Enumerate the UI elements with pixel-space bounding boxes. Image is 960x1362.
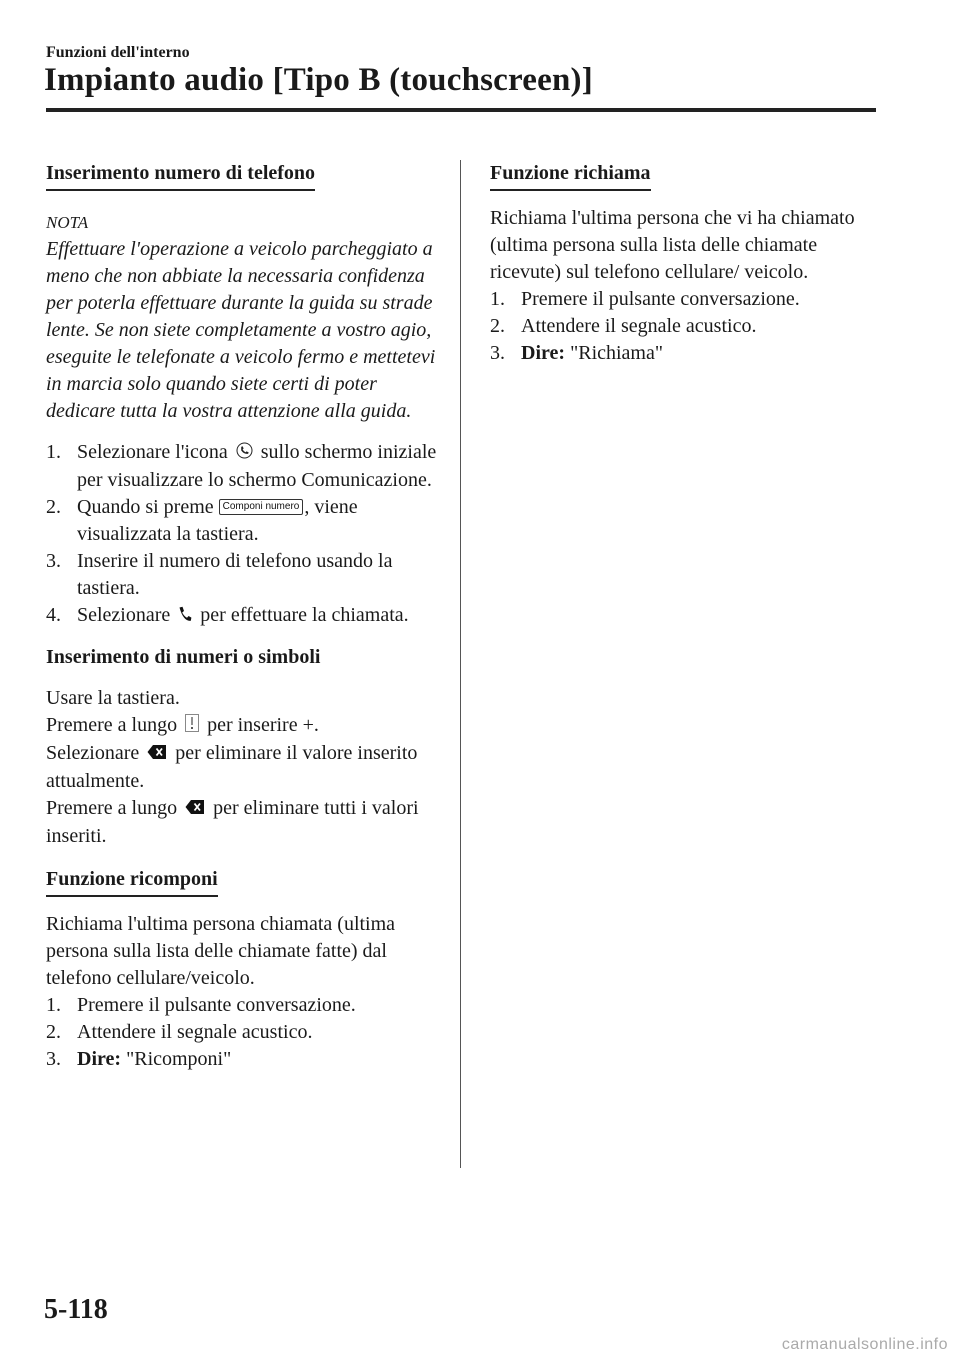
heading-redial: Funzione ricomponi	[46, 866, 218, 897]
step-item: 3. Inserire il numero di telefono usando la tastiera.	[46, 549, 393, 599]
keypad-instructions: Usare la tastiera. Premere a lungo per inserire +. Selezionare per eliminare il valore inserito attualmente. Premere a lungo per eliminare tutti i valori inseriti.	[46, 686, 419, 847]
plus-key-icon	[185, 713, 199, 740]
watermark: carmanualsonline.info	[781, 1336, 948, 1353]
callback-steps	[490, 286, 882, 367]
redial-steps	[46, 992, 438, 1073]
left-column	[46, 160, 438, 1073]
right-column	[490, 160, 882, 367]
backspace-icon	[147, 741, 167, 768]
steps-list	[46, 439, 438, 630]
page-number: 5-118	[44, 1294, 108, 1325]
note-label: NOTA	[46, 213, 89, 232]
step-item: 3. Dire: "Richiama"	[490, 342, 664, 364]
step-item: 1. Premere il pulsante conversazione.	[490, 288, 800, 310]
step-item: 2. Attendere il segnale acustico.	[490, 315, 757, 337]
column-divider	[460, 160, 461, 1168]
header-rule	[46, 108, 876, 112]
heading-callback: Funzione richiama	[490, 160, 651, 191]
section-label: Funzioni dell'interno	[46, 44, 190, 61]
phone-icon	[178, 603, 192, 630]
heading-phone-entry: Inserimento numero di telefono	[46, 160, 315, 191]
communication-icon	[236, 440, 253, 467]
step-item: 1. Premere il pulsante conversazione.	[46, 993, 356, 1016]
dial-number-button-icon: Componi numero	[219, 499, 304, 515]
callback-text: Richiama l'ultima persona che vi ha chiamato (ultima persona sulla lista delle chiamate ricevute) sul telefono cellulare/ veicolo.	[490, 207, 855, 283]
note-text: Effettuare l'operazione a veicolo parcheggiato a meno che non abbiate la necessaria confidenza per poterla effettuare durante la guida su strade lente. Se non siete completamente a vostro agio, eseguite le telefonate a veicolo fermo e mettetevi in marcia solo quando siete certi di poter dedicare tutta la vostra attenzione alla guida.	[46, 238, 436, 422]
step-item: 1. Selezionare l'icona sullo schermo iniziale per visualizzare lo schermo Comunicazione.	[46, 441, 437, 491]
step-item: 3. Dire: "Ricomponi"	[46, 1047, 232, 1070]
heading-numbers-symbols: Inserimento di numeri o simboli	[46, 645, 321, 668]
backspace-icon	[185, 796, 205, 823]
step-item: 2. Attendere il segnale acustico.	[46, 1020, 313, 1043]
redial-text: Richiama l'ultima persona chiamata (ultima persona sulla lista delle chiamate fatte) dal telefono cellulare/veicolo.	[46, 912, 396, 989]
page-title: Impianto audio [Tipo B (touchscreen)]	[44, 62, 593, 98]
step-item: 2. Quando si preme Componi numero , viene visualizzata la tastiera.	[46, 495, 358, 545]
step-item: 4. Selezionare per effettuare la chiamata.	[46, 602, 438, 630]
